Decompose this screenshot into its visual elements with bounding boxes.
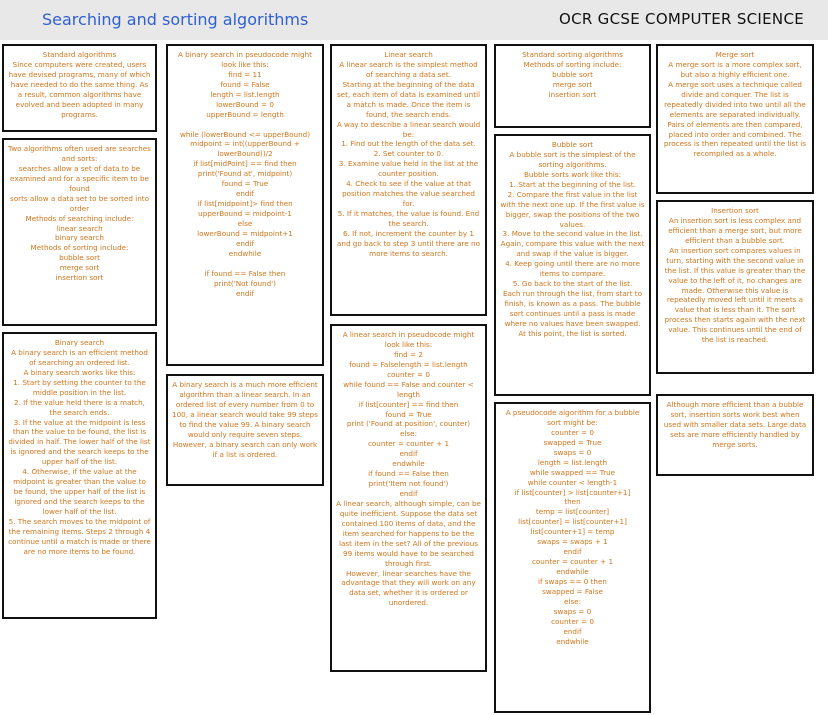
card-line: 4. Otherwise, if the value at the midpoint is greater than the value to be found, the upper half of the list is ignored and the search keeps to the lower half of the list. xyxy=(13,467,146,516)
card-line: 4. Keep going until there are no more items to compare. xyxy=(505,259,640,279)
card-line: 2. Set counter to 0. xyxy=(373,149,444,159)
card-line: 3. If the value at the midpoint is less than the value to be found, the list is divided in half. The lower half of the list is ignored and the search keeps to the upper half of the list. xyxy=(8,417,151,467)
card-insertion-sort-efficiency xyxy=(656,394,814,476)
card-binary-search xyxy=(2,332,157,619)
card-line: found = True xyxy=(385,409,432,419)
card-line: linear search xyxy=(56,223,103,233)
card-line: endif xyxy=(235,288,255,298)
card-line: if swaps == 0 then xyxy=(538,576,607,586)
card-line: print('Not found') xyxy=(214,278,276,288)
card-line: A pseudocode algorithm for a bubble sort might be: xyxy=(505,408,640,427)
card-line: A binary search works like this: xyxy=(23,367,136,377)
card-line: upperBound = midpoint-1 xyxy=(198,209,292,218)
card-line: endwhile xyxy=(556,636,589,646)
card-line: Standard sorting algorithms xyxy=(522,50,623,59)
card-line: A merge sort is a more complex sort, but also a highly efficient one. xyxy=(668,59,802,79)
card-line: merge sort xyxy=(552,79,593,89)
card-line: sorts allow a data set to be sorted into order xyxy=(9,193,150,213)
card-line: 3. Examine value held in the list at the counter position. xyxy=(338,159,479,179)
card-line: midpoint = int((upperBound + lowerBound))/2 xyxy=(190,139,300,159)
card-line: else xyxy=(237,218,253,228)
card-line: 1. Start at the beginning of the list. xyxy=(509,179,636,189)
card-line: An insertion sort compares values in turn, starting with the second value in the list. If this value is greater than the value to the left of it, no changes are made. Otherwise this value is repeatedly moved left until it meets a value that is less than it. The sort process then starts again with the next value. This continues until the end of the list is reached. xyxy=(664,245,806,345)
card-line: merge sort xyxy=(59,263,100,273)
card-line: Methods of searching include: xyxy=(25,213,134,223)
card-line: counter = counter + 1 xyxy=(531,557,614,567)
card-line: endif xyxy=(399,449,418,459)
card-line: A way to describe a linear search would be: xyxy=(336,119,481,139)
card-line: However, linear searches have the advantage that they will work on any data set, whether it is ordered or unordered. xyxy=(341,568,476,608)
card-line: 6. If not, increment the counter by 1 and go back to step 3 until there are no more items to search. xyxy=(337,228,480,258)
card-line: Merge sort xyxy=(715,50,755,59)
card-line: Bubble sort xyxy=(551,140,594,149)
card-line: print('Found at', midpoint) xyxy=(197,169,293,179)
card-binary-search-efficiency xyxy=(166,374,324,486)
card-line: Although more efficient than a bubble sort, insertion sorts work best when used with smaller data sets. Large data sets are more efficiently handled by merge sorts. xyxy=(663,400,807,449)
card-standard-algorithms xyxy=(2,44,157,132)
card-line: if found == False then xyxy=(204,268,286,278)
card-line: while (lowerBound <= upperBound) xyxy=(179,129,311,139)
card-line: lowerBound = 0 xyxy=(216,99,274,109)
card-line: print('Item not found') xyxy=(368,479,449,489)
card-line: 2. If the value held there is a match, the search ends. xyxy=(14,397,145,417)
card-line: 4. Check to see if the value at that position matches the value searched for. xyxy=(342,179,475,209)
card-linear-search-pseudocode xyxy=(330,324,487,672)
card-line: An insertion sort is less complex and efficient than a merge sort, but more efficient than a bubble sort. xyxy=(668,215,802,245)
card-line: find = 2 xyxy=(394,349,423,359)
card-searches-and-sorts xyxy=(2,138,157,326)
card-line: Standard algorithms xyxy=(42,50,117,59)
card-line: endif xyxy=(235,238,255,248)
card-line: while found == False and counter < length xyxy=(343,379,474,399)
card-line: while counter < length-1 xyxy=(527,477,618,487)
card-line: list[counter+1] = temp xyxy=(530,527,615,537)
card-line: then xyxy=(564,497,581,507)
card-line: bubble sort xyxy=(59,253,100,263)
card-line: Binary search xyxy=(54,338,105,347)
card-line: 2. Compare the first value in the list with the next one up. If the first value is bigger, swap the positions of the two values. xyxy=(500,189,645,229)
card-line: found = True xyxy=(221,179,269,189)
card-line: endif xyxy=(563,547,582,557)
card-binary-search-pseudocode xyxy=(166,44,324,366)
card-line: swapped = True xyxy=(543,437,602,447)
card-line: insertion sort xyxy=(55,273,104,283)
card-line: Bubble sorts work like this: xyxy=(523,169,622,179)
card-line: 1. Find out the length of the data set. xyxy=(341,139,476,149)
card-line: if list[midPoint] == find then xyxy=(193,159,297,169)
card-line: Since computers were created, users have devised programs, many of which have needed to do the same thing. As a result, common algorithms have evolved and been adopted in many programs. xyxy=(8,59,151,119)
card-line: A binary search in pseudocode might look like this: xyxy=(177,50,312,69)
card-bubble-sort-pseudocode xyxy=(494,402,651,713)
card-line: else: xyxy=(399,429,417,439)
card-line: searches allow a set of data to be examined and for a specific item to be found xyxy=(10,163,149,193)
card-line: A linear search, although simple, can be quite inefficient. Suppose the data set contained 100 items of data, and the item searched for happens to be the last item in the set? All of the previous 99 items would have to be searched through first. xyxy=(336,498,481,568)
card-line: endwhile xyxy=(392,459,425,469)
card-line: while swapped == True xyxy=(529,467,616,477)
card-line: A linear search is the simplest method of searching a data set. xyxy=(339,59,478,79)
card-merge-sort xyxy=(656,44,814,194)
card-line: lowerBound = midpoint+1 xyxy=(197,228,293,238)
card-line: upperBound = length xyxy=(206,109,284,119)
card-line: endwhile xyxy=(556,567,589,576)
card-line: binary search xyxy=(55,233,104,243)
card-line: if list[counter] > list[counter+1] xyxy=(514,487,631,497)
card-line: Methods of sorting include: xyxy=(30,243,129,253)
card-line: endif xyxy=(235,189,255,199)
card-standard-sorting xyxy=(494,44,651,128)
card-line: Methods of sorting include: xyxy=(523,59,622,69)
header-bar xyxy=(0,0,828,40)
card-line: if list[counter] == find then xyxy=(358,399,459,409)
card-line: A binary search is a much more efficient algorithm than a linear search. In an ordered list of every number from 0 to 100, a linear search would take 99 steps to find the value 99. A binary search would only require seven steps. xyxy=(172,380,318,439)
card-line: 5. The search moves to the midpoint of the remaining items. Steps 2 through 4 continue until a match is made or there are no more items to be found. xyxy=(8,516,151,556)
card-line: 1. Start by setting the counter to the middle position in the list. xyxy=(13,377,146,397)
card-line: length = list.length xyxy=(210,89,280,99)
page-title: Searching and sorting algorithms xyxy=(42,10,309,29)
card-line: Starting at the beginning of the data set, each item of data is examined until a match is made. Once the item is found, the search ends. xyxy=(336,79,481,119)
card-line: if list[midpoint]> find then xyxy=(197,199,293,209)
card-linear-search xyxy=(330,44,487,316)
card-line: A binary search is an efficient method of searching an ordered list. xyxy=(11,347,148,367)
card-line xyxy=(172,120,318,130)
card-line: insertion sort xyxy=(548,89,597,99)
card-line: temp = list[counter] xyxy=(535,507,610,517)
card-line: Two algorithms often used are searches and sorts: xyxy=(8,144,151,163)
card-line: A bubble sort is the simplest of the sorting algorithms. xyxy=(509,149,636,169)
card-line: bubble sort xyxy=(552,69,593,79)
card-line: counter = 0 xyxy=(387,369,430,379)
card-line: print ('Found at position', counter) xyxy=(346,419,471,429)
card-line: A linear search in pseudocode might look like this: xyxy=(342,330,475,349)
card-line: swaps = 0 xyxy=(553,447,592,457)
card-line: Each run through the list, from start to finish, is known as a pass. The bubble sort continues until a pass is made where no values have been swapped. At this point, the list is sorted. xyxy=(502,289,643,338)
card-line: counter = counter + 1 xyxy=(367,439,450,449)
card-line: found = False xyxy=(220,79,270,89)
card-line: swaps = swaps + 1 xyxy=(537,537,608,547)
card-line: Linear search xyxy=(384,50,433,59)
card-line: counter = 0 xyxy=(551,427,594,437)
card-line: swapped = False xyxy=(542,586,603,596)
card-line: if found == False then xyxy=(368,469,449,479)
course-subtitle: OCR GCSE COMPUTER SCIENCE xyxy=(559,10,804,28)
card-line: counter = 0 xyxy=(551,616,594,626)
card-line: find = 11 xyxy=(228,69,262,79)
card-line: endif xyxy=(563,626,582,636)
card-line: list[counter] = list[counter+1] xyxy=(518,517,627,527)
card-line: swaps = 0 xyxy=(553,606,592,616)
card-line: found = Falselength = list.length xyxy=(349,359,468,369)
card-line: endif xyxy=(399,489,418,498)
card-line: 3. Move to the second value in the list. Again, compare this value with the next and swap if the value is bigger. xyxy=(500,229,645,259)
card-line: However, a binary search can only work if a list is ordered. xyxy=(172,439,318,459)
card-line: A merge sort uses a technique called divide and conquer. The list is repeatedly divided into two until all the elements are separated individually. Pairs of elements are then compared, placed into order and combined. The process is then repeated until the list is recompiled as a whole. xyxy=(663,79,807,159)
card-insertion-sort xyxy=(656,200,814,374)
card-line xyxy=(172,259,318,269)
card-line: 5. If it matches, the value is found. End the search. xyxy=(337,209,480,228)
card-line: 5. Go back to the start of the list. xyxy=(512,279,633,289)
card-line: length = list.length xyxy=(537,457,608,467)
card-line: else: xyxy=(563,596,581,606)
card-bubble-sort xyxy=(494,134,651,396)
card-line: Insertion sort xyxy=(711,206,759,215)
card-line: endwhile xyxy=(228,248,262,258)
